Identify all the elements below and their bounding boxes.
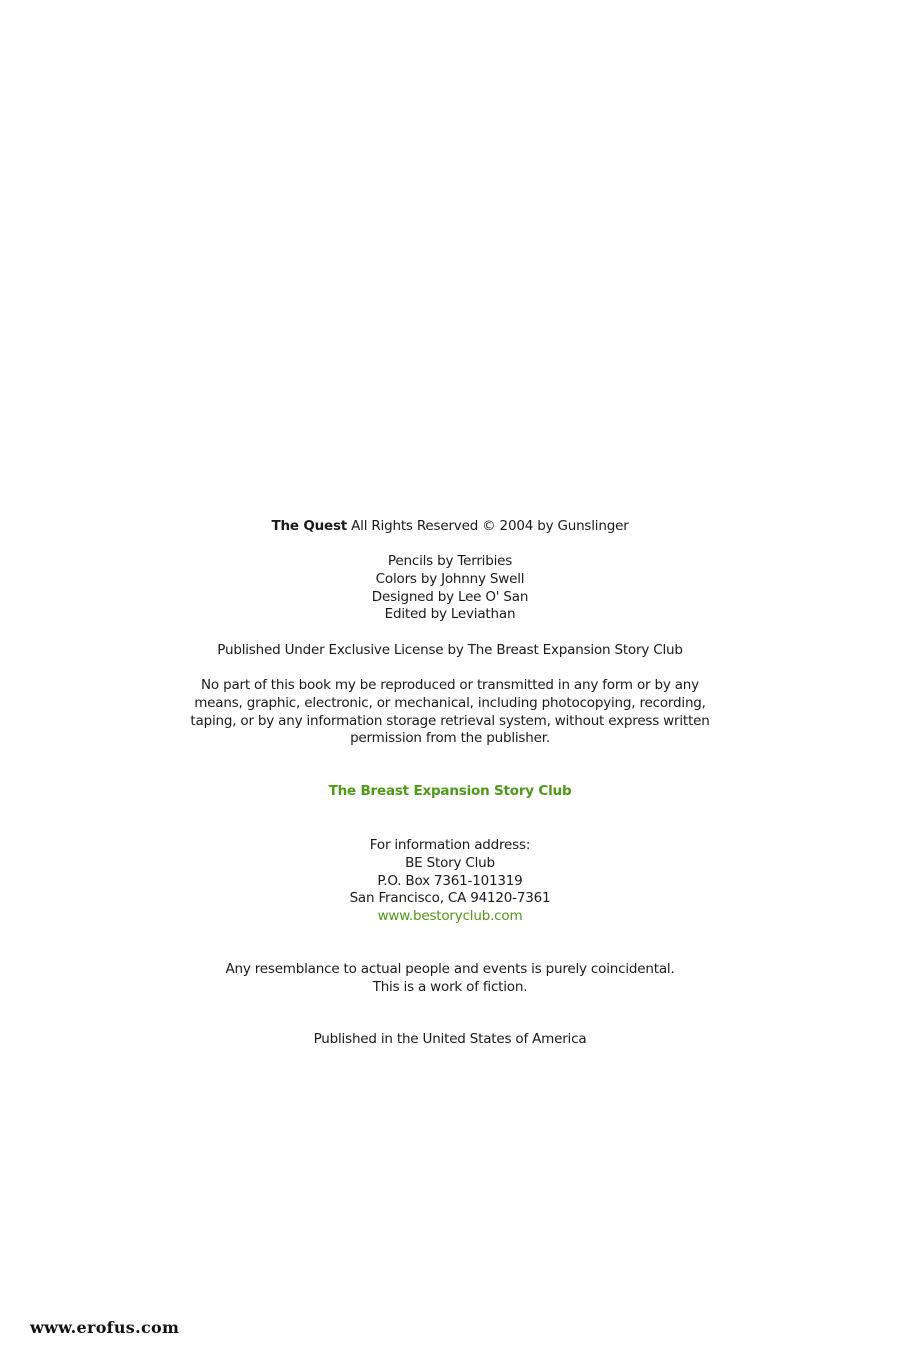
rights-notice-line: taping, or by any information storage retrieval system, without express written	[190, 712, 710, 729]
rights-notice-line: No part of this book my be reproduced or transmitted in any form or by any	[201, 677, 699, 693]
website-link[interactable]: www.bestoryclub.com	[377, 908, 523, 925]
address-po-box: P.O. Box 7361-101319	[377, 872, 523, 889]
disclaimer-line: Any resemblance to actual people and events is purely coincidental.	[225, 961, 675, 977]
credits-block	[0, 553, 900, 624]
credit-pencils: Pencils by Terribies	[387, 553, 513, 569]
disclaimer-block	[0, 961, 900, 997]
publisher-name: The Breast Expansion Story Club	[328, 783, 572, 799]
credit-design: Designed by Lee O' San	[371, 588, 529, 605]
copyright-line	[0, 518, 900, 536]
rights-notice-line: permission from the publisher.	[350, 730, 550, 747]
address-intro: For information address:	[369, 837, 531, 853]
address-name: BE Story Club	[405, 854, 495, 871]
address-block	[0, 837, 900, 926]
license-line: Published Under Exclusive License by The Breast Expansion Story Club	[217, 642, 683, 658]
credit-colors: Colors by Johnny Swell	[375, 570, 525, 587]
published-in: Published in the United States of America	[313, 1031, 587, 1047]
watermark: www.erofus.com	[30, 1318, 180, 1337]
rights-notice	[0, 677, 900, 748]
disclaimer-line: This is a work of fiction.	[372, 978, 528, 995]
copyright-text: All Rights Reserved © 2004 by Gunslinger	[347, 518, 629, 534]
rights-notice-line: means, graphic, electronic, or mechanical, including photocopying, recording,	[194, 694, 706, 711]
book-title: The Quest	[271, 518, 348, 534]
credit-editor: Edited by Leviathan	[384, 606, 516, 623]
address-city: San Francisco, CA 94120-7361	[349, 890, 551, 907]
